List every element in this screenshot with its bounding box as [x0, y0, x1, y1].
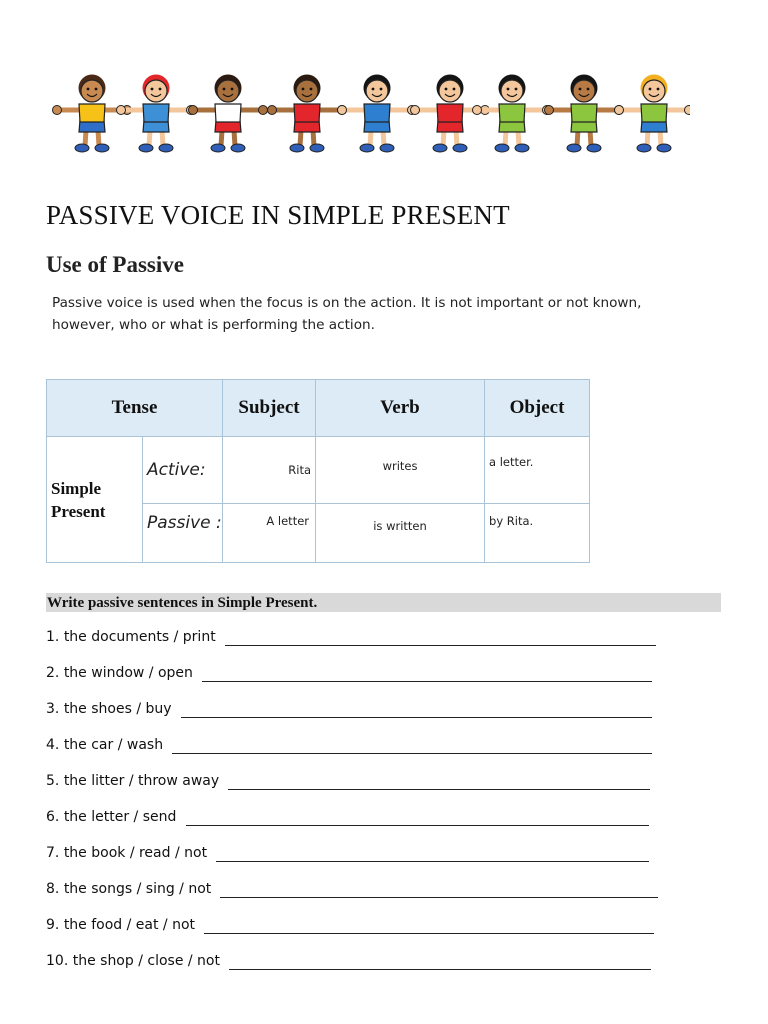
exercise-number: 9. [46, 917, 60, 933]
answer-line[interactable] [204, 933, 654, 934]
grammar-table [46, 379, 590, 563]
tense-cell: Simple Present [47, 437, 143, 563]
exercise-number: 2. [46, 665, 60, 681]
exercise-prompt: the car / wash [63, 737, 164, 753]
exercise-prompt: the shoes / buy [63, 701, 172, 717]
answer-line[interactable] [216, 861, 649, 862]
exercise-item [46, 881, 706, 903]
exercise-item [46, 665, 706, 687]
header-subject: Subject [223, 380, 316, 437]
exercise-number: 6. [46, 809, 60, 825]
answer-line[interactable] [229, 969, 651, 970]
page-title: PASSIVE VOICE IN SIMPLE PRESENT [46, 200, 510, 230]
header-verb: Verb [316, 380, 485, 437]
child-figure [545, 75, 624, 153]
answer-line[interactable] [228, 789, 650, 790]
header-object: Object [485, 380, 590, 437]
answer-line[interactable] [172, 753, 652, 754]
exercise-number: 7. [46, 845, 60, 861]
exercise-item [46, 701, 706, 723]
answer-line[interactable] [225, 645, 656, 646]
subject-active: Rita [223, 437, 316, 504]
exercise-number: 4. [46, 737, 60, 753]
exercise-item [46, 845, 706, 867]
exercise-number: 1. [46, 629, 60, 645]
exercise-item [46, 809, 706, 831]
voice-active: Active: [143, 437, 223, 504]
answer-line[interactable] [186, 825, 649, 826]
voice-passive: Passive : [143, 504, 223, 563]
table-header-row [47, 380, 590, 437]
exercise-prompt: the shop / close / not [72, 953, 220, 969]
exercise-prompt: the documents / print [63, 629, 216, 645]
exercise-item [46, 737, 706, 759]
exercise-number: 8. [46, 881, 60, 897]
table-row-active [47, 437, 590, 504]
intro-paragraph: Passive voice is used when the focus is on the action. It is not important or not known, however, who or what is performing the action. [52, 295, 642, 333]
exercise-item [46, 917, 706, 939]
exercise-prompt: the window / open [63, 665, 193, 681]
verb-passive: is written [316, 504, 485, 563]
child-figure [615, 75, 691, 153]
answer-line[interactable] [181, 717, 652, 718]
verb-active: writes [316, 437, 485, 504]
exercise-prompt: the letter / send [63, 809, 177, 825]
answer-line[interactable] [220, 897, 658, 898]
exercise-number: 5. [46, 773, 60, 789]
exercise-item [46, 773, 706, 795]
answer-line[interactable] [202, 681, 652, 682]
child-figure [268, 75, 347, 153]
child-figure [338, 75, 417, 153]
exercise-instruction: Write passive sentences in Simple Present. [46, 593, 721, 612]
exercise-item [46, 629, 706, 651]
subject-passive: A letter [223, 504, 316, 563]
exercise-prompt: the food / eat / not [63, 917, 196, 933]
exercise-number: 10. [46, 953, 69, 969]
child-figure [189, 75, 268, 153]
children-holding-hands-illustration [50, 72, 690, 158]
exercise-prompt: the songs / sing / not [63, 881, 212, 897]
exercise-prompt: the litter / throw away [63, 773, 220, 789]
object-passive: by Rita. [485, 504, 590, 563]
object-active: a letter. [485, 437, 590, 504]
exercise-prompt: the book / read / not [63, 845, 208, 861]
exercise-item [46, 953, 706, 975]
header-tense: Tense [47, 380, 223, 437]
section-heading: Use of Passive [46, 252, 184, 277]
exercise-number: 3. [46, 701, 60, 717]
